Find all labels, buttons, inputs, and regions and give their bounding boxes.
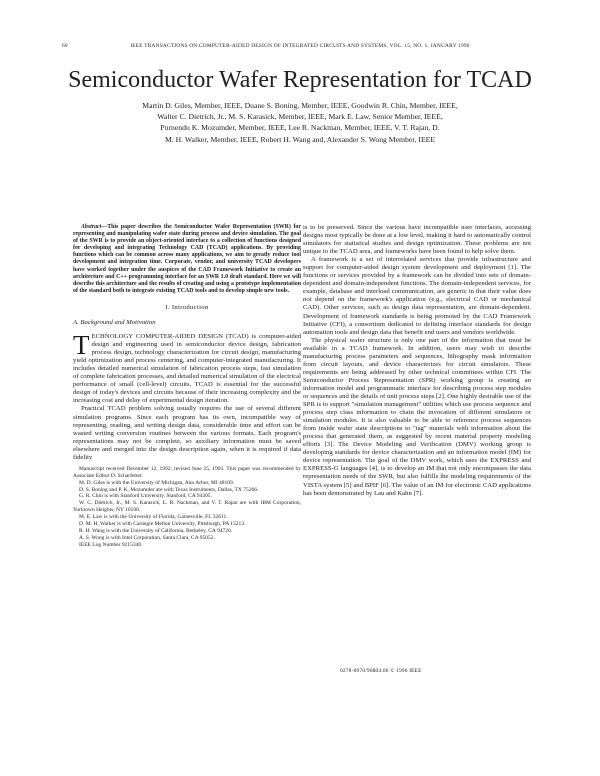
journal-name: IEEE TRANSACTIONS ON COMPUTER-AIDED DESIGN OF INTEGRATED CIRCUITS AND SYSTEMS, VOL. 15, NO. 1, JANUARY 1996 [130, 43, 470, 49]
running-head [62, 43, 538, 53]
body-paragraph: is to be preserved. Since the various have incompatible user interfaces, accessing designs most typically be done at a low level, making it hard to automatically control simulators for statistical studies and design optimization. These problems are not unique to the TCAD area, and frameworks have been found to help solve them. [303, 224, 531, 256]
abstract [73, 224, 301, 295]
body-paragraph: The physical wafer structure is only one part of the information that must be available in a TCAD framework. In addition, users may wish to describe manufacturing process parameters and sequences, lithography mask information from circuit layouts, and device characterizes for circuit simulators. These requirements are being addressed by other technical committees within CFI. The Semiconductor Process Representation (SPR) working group is creating an information model and programmatic interface for describing process step modules or sequences and the details of unit process steps [2]. One highly desirable use of the SPR is to support "simulation management" utilities which use process sequence and process step class information to chain the invocation of different simulators or simulation modules. It is also valuable to be able to reference process sequences from inside wafer state descriptions to "tag" materials with information about the process that generated them, as suggested by recent material property modeling efforts [3]. The Device Modeling and Verification (DMV) working group is developing standards for device characterization and an information model (IM) for device representation. The goal of the DMV work, which uses the EXPRESS and EXPRESS-G languages [4], is to develop an IM that not only encompasses the data representation needs of the SWR, but also fulfills the modeling requirements of the VISTA system [5] and BPIF [6]. The value of an IM for electronic CAD applications has been demonstrated by Lau and Kahn [7]. [303, 336, 531, 497]
footnote: Manuscript received December 12, 1992; revised June 25, 1993. This paper was recommended by Associate Editor D. Scharfetter. [73, 465, 301, 479]
footnote: A. S. Wong is with Intel Corporation, Santa Clara, CA 95052. [79, 534, 215, 541]
footnote: G. R. Chin is with Stanford University, Stanford, CA 94305. [79, 493, 212, 500]
abstract-lead: Abstract [81, 224, 102, 230]
section-heading: I. Introduction [165, 303, 209, 311]
left-column [73, 224, 301, 549]
body-paragraph: Practical TCAD problem solving usually requires the use of several different simulation programs. Since each program has its own, incompatible way of representing, reading, and writing design data, considerable time and effort can be wasted writing conversion routines between the various formats. Each program's representations may not be complete, so auxiliary information must be saved elsewhere and merged into the design description again, when it is required if data fidelity [73, 405, 301, 461]
author-line: Walter C. Dietrich, Jr., M. S. Karasick, Member, IEEE, Mark E. Law, Senior Member, IEEE, [157, 112, 443, 122]
intro-text: is computer-aided design and engineering used in semiconductor device design, fabrication process design, technology characterization for circuit design, manufacturing yield optimization and process centering, and computer-integrated manufacturing. It includes detailed numerical simulation of fabrication process steps, fast simulation of complete fabrication processes, and detailed numerical simulation of the electrical performance of small (cell-level) circuits. TCAD is essential for the successful design of today's devices and circuits because of their increasing complexity and the increasing cost and delay of experimental design iteration. [73, 333, 302, 405]
footnote: M. D. Giles is with the University of Michigan, Ann Arbor, MI 48109. [79, 479, 235, 486]
footnote: D. S. Boning and P. K. Mozumder are with Texas Instruments, Dallas, TX 75266. [79, 486, 259, 493]
footnote: IEEE Log Number 9215340. [79, 541, 143, 548]
body-paragraph: A framework is a set of interrelated services that provide infrastructure and support for computer-aided design system development and deployment [1]. The functions or services provided by a framework can be divided into sets of domain-dependent and domain-independent functions. The domain-independent services, for example, database and interload communication, are generic in that their value does not depend on the framework's application (e.g., electrical CAD or mechanical CAD). Other services, such as design data representation, are domain-dependent. Development of framework standards is being promoted by the CAD Framework Initiative (CFI), a consortium dedicated to defining interface standards for design automation tools and design data that benefit end users and vendors worldwide. [303, 256, 531, 336]
author-line: M. H. Walker, Member, IEEE, Robert H. Wang and, Alexander S. Wong Member, IEEE [164, 134, 436, 144]
footnote: D. M. H. Walker is with Carnegie Mellon University, Pittsburgh, PA 15213. [79, 521, 246, 528]
footnote: M. E. Law is with the University of Florida, Gainesville, FL 32611. [79, 514, 228, 521]
page-number: 60 [62, 43, 68, 49]
footnote: R. H. Wang is with the University of California, Berkeley, CA 94720. [79, 527, 233, 534]
copyright-line: 0278-0070/96$04.00 © 1996 IEEE [340, 668, 422, 674]
drop-cap: T [73, 330, 90, 361]
author-block [86, 100, 514, 145]
intro-paragraph [73, 330, 302, 405]
footnotes [73, 466, 301, 549]
author-line: Purnendu K. Mozumder, Member, IEEE, Lee R. Nackman, Member, IEEE, V. T. Rajan, D. [160, 123, 440, 133]
footnote: W. C. Dietrich, Jr., M. S. Karasick, L. R. Nackman, and V. T. Rajan are with IBM Corporation, Yorktown Heights, NY 10598. [73, 500, 301, 514]
subsection-heading: A. Background and Motivation [73, 318, 156, 326]
intro-caps: ECHNOLOGY COMPUTER-AIDED DESIGN (TCAD) [91, 333, 249, 341]
author-line: Martin D. Giles, Member, IEEE, Duane S. Boning, Member, IEEE, Goodwin R. Chin, Member, IEEE, [142, 101, 458, 110]
paper-title: Semiconductor Wafer Representation for TCAD [68, 67, 532, 93]
abstract-text: —This paper describes the Semiconductor Wafer Representation (SWR) for representing and manipulating wafer state during process and device simulation. The goal of the SWR is to provide an object-oriented interface to a collection of functions designed for developing and integrating Technology CAD (TCAD) applications. By providing functions which can be common across many applications, we aim to greatly reduce tool development and integration time. Corporate, vendor, and university TCAD developers have worked together under the auspices of the CAD Framework Initiative to create an architecture and C++ programming interface for an SWR 1.0 draft standard. Here we will describe this architecture and the results of creating and using a prototype implementation of the standard both to integrate existing TCAD tools and to develop simple new tools. [73, 224, 301, 294]
right-column [303, 224, 531, 498]
